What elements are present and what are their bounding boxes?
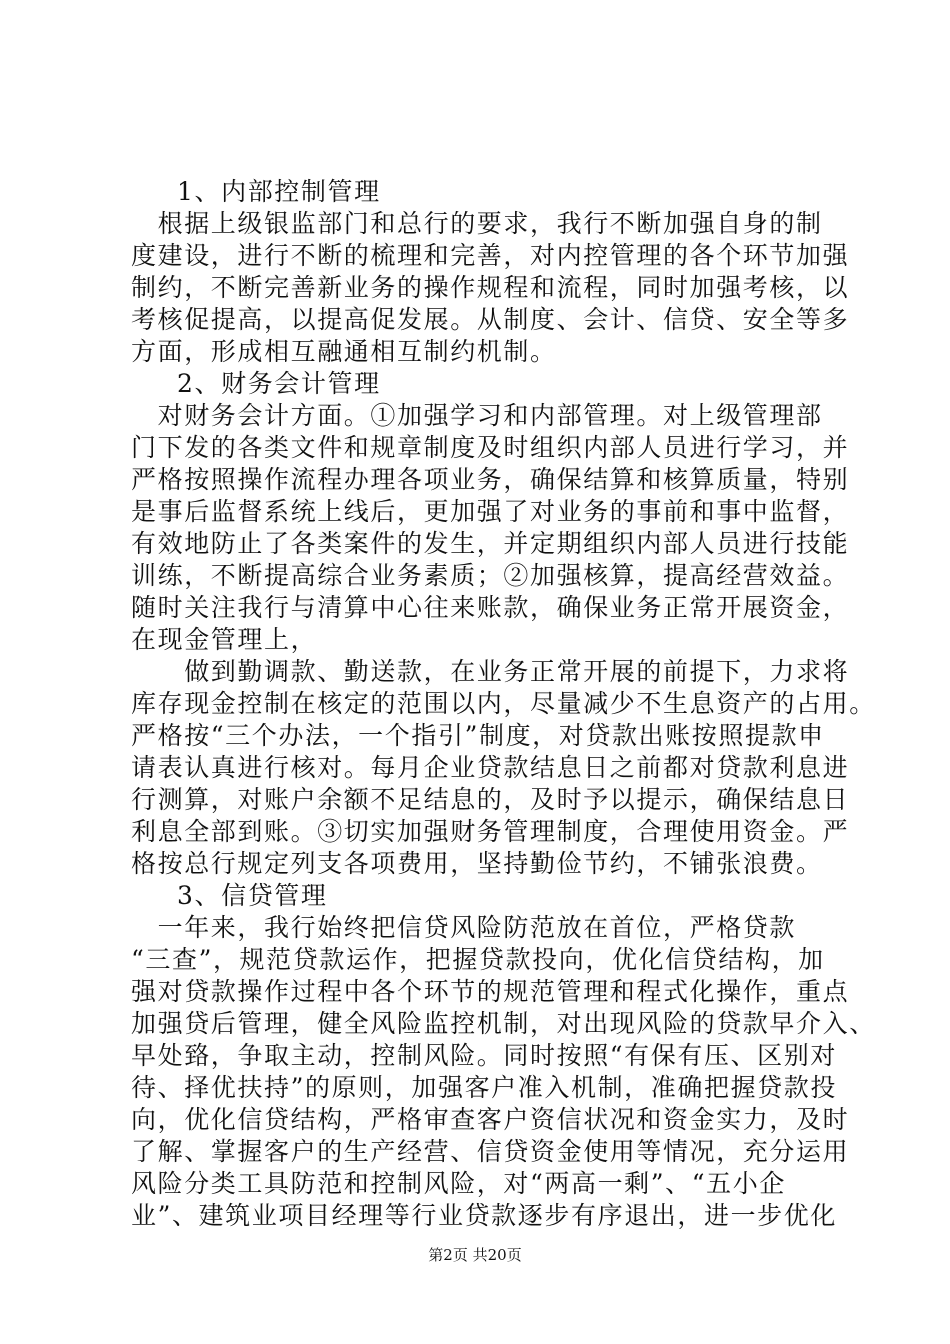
paragraph-line: 请表认真进行核对。每月企业贷款结息日之前都对贷款利息进	[131, 753, 850, 782]
paragraph-line: 严格按照操作流程办理各项业务，确保结算和核算质量，特别	[131, 465, 850, 494]
paragraph-line: 根据上级银监部门和总行的要求，我行不断加强自身的制	[131, 209, 823, 238]
paragraph-line: 是事后监督系统上线后，更加强了对业务的事前和事中监督，	[131, 497, 850, 526]
paragraph-line: 加强贷后管理，健全风险监控机制，对出现风险的贷款早介入、	[131, 1009, 876, 1038]
section-heading: 3、信贷管理	[177, 881, 328, 910]
paragraph-line: 业”、建筑业项目经理等行业贷款逐步有序退出，进一步优化	[131, 1201, 837, 1230]
paragraph-line: 做到勤调款、勤送款，在业务正常开展的前提下，力求将	[131, 657, 850, 686]
paragraph-line: 门下发的各类文件和规章制度及时组织内部人员进行学习，并	[131, 433, 850, 462]
paragraph-line: 随时关注我行与清算中心往来账款，确保业务正常开展资金，	[131, 593, 850, 622]
paragraph-line: 训练，不断提高综合业务素质；②加强核算，提高经营效益。	[131, 561, 850, 590]
paragraph-line: 风险分类工具防范和控制风险，对“两高一剩”、“五小企	[131, 1169, 786, 1198]
paragraph-line: 向，优化信贷结构，严格审查客户资信状况和资金实力，及时	[131, 1105, 850, 1134]
paragraph-line: 制约，不断完善新业务的操作规程和流程，同时加强考核，以	[131, 273, 850, 302]
paragraph-line: 早处臵，争取主动，控制风险。同时按照“有保有压、区别对	[131, 1041, 837, 1070]
section-heading: 1、内部控制管理	[177, 177, 381, 206]
paragraph-line: 严格按“三个办法，一个指引”制度，对贷款出账按照提款申	[131, 721, 825, 750]
paragraph-line: 强对贷款操作过程中各个环节的规范管理和程式化操作，重点	[131, 977, 850, 1006]
paragraph-line: 格按总行规定列支各项费用，坚持勤俭节约，不铺张浪费。	[131, 849, 823, 878]
paragraph-line: 对财务会计方面。①加强学习和内部管理。对上级管理部	[131, 401, 823, 430]
paragraph-line: 度建设，进行不断的梳理和完善，对内控管理的各个环节加强	[131, 241, 850, 270]
paragraph-line: 行测算，对账户余额不足结息的，及时予以提示，确保结息日	[131, 785, 850, 814]
paragraph-line: 了解、掌握客户的生产经营、信贷资金使用等情况，充分运用	[131, 1137, 850, 1166]
paragraph-line: 待、择优扶持”的原则，加强客户准入机制，准确把握贷款投	[131, 1073, 837, 1102]
paragraph-line: 有效地防止了各类案件的发生，并定期组织内部人员进行技能	[131, 529, 850, 558]
document-body	[131, 176, 876, 1232]
page-number-footer: 第2页 共20页	[428, 1246, 522, 1264]
paragraph-line: 在现金管理上，	[131, 625, 318, 654]
paragraph-line: 方面，形成相互融通相互制约机制。	[131, 337, 557, 366]
section-heading: 2、财务会计管理	[177, 369, 381, 398]
paragraph-line: 考核促提高，以提高促发展。从制度、会计、信贷、安全等多	[131, 305, 850, 334]
paragraph-line: 一年来，我行始终把信贷风险防范放在首位，严格贷款	[131, 913, 797, 942]
paragraph-line: “三查”，规范贷款运作，把握贷款投向，优化信贷结构，加	[131, 945, 825, 974]
paragraph-line: 利息全部到账。③切实加强财务管理制度，合理使用资金。严	[131, 817, 850, 846]
paragraph-line: 库存现金控制在核定的范围以内，尽量减少不生息资产的占用。	[131, 689, 876, 718]
